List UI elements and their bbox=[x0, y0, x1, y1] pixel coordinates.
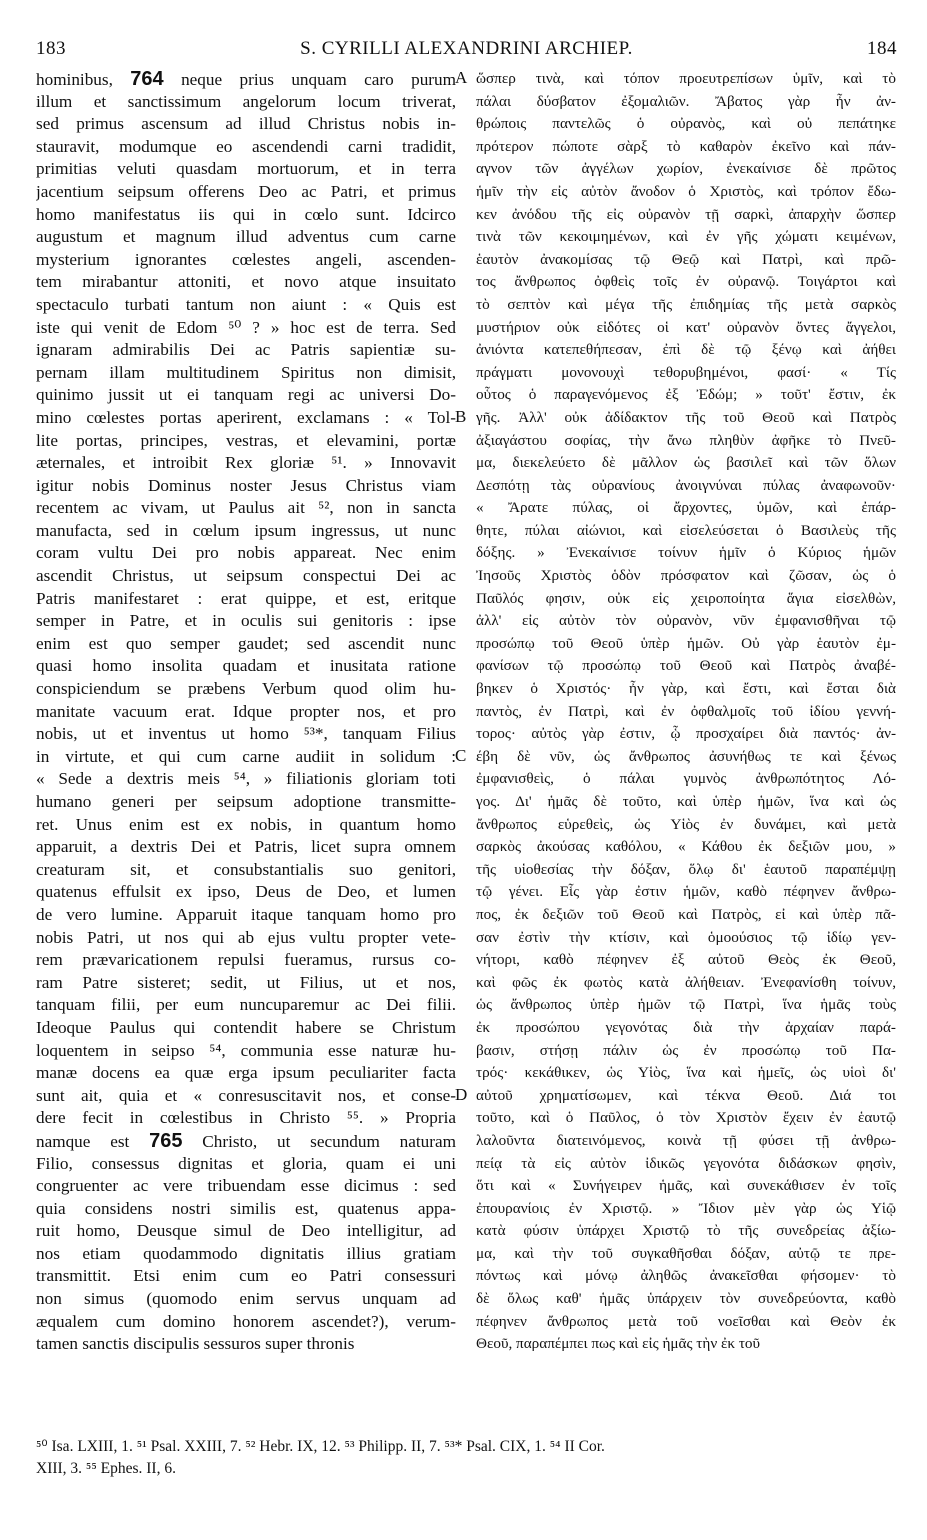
latin-text-line: apparuit, a dextris Dei et Patris, licet supra omnem bbox=[36, 837, 456, 857]
latin-text-line: namque est 765 Christo, ut secundum naturam bbox=[36, 1129, 456, 1152]
greek-text-line: θητε, πύλαι αἰώνιοι, καὶ εἰσελεύσεται ὁ Βασιλεὺς τῆς bbox=[476, 521, 896, 539]
latin-text-line: enim est quo semper gaudet; sed ascendit nunc bbox=[36, 633, 456, 653]
latin-text-line: lite portas, principes, vestras, et elevamini, portæ bbox=[36, 430, 456, 450]
greek-text-line: μα, διεκελεύετο δὲ μᾶλλον ὡς βασιλεῖ καὶ τῶν ὅλων bbox=[476, 454, 896, 472]
greek-text-line: Ἰησοῦς Χριστὸς ὁδὸν πρόσφατον καὶ ζῶσαν, ὡς ὁ bbox=[476, 567, 896, 585]
greek-text-line: νήτορι, καθὸ πέφηνεν ἐξ αὐτοῦ Θεὸς ἐκ Θεοῦ, bbox=[476, 951, 896, 969]
running-header bbox=[36, 38, 897, 62]
latin-text-line: sunt ait, quia et « conresuscitavit nos, et conse- bbox=[36, 1085, 456, 1105]
greek-text-line: ἐμφανισθεὶς, ὁ πάλαι γυμνὸς ἀνθρωπότητος Λό- bbox=[476, 770, 896, 788]
greek-text-line: πείᾳ τὰ εἰς αὐτὸν ἰδικῶς γεγονότα διδάσκων φησὶν, bbox=[476, 1154, 896, 1172]
greek-text-line: δόξης. » Ἐνεκαίνισε τοίνυν ἡμῖν ὁ Κύριος ἡμῶν bbox=[476, 544, 896, 562]
greek-text-line: παντὸς, ἐν Πατρὶ, καὶ ἐν ὀφθαλμοῖς τοῦ ἰδίου γεννή- bbox=[476, 702, 896, 720]
greek-text-line: σαρκὸς ἀκούσας καθόλου, « Κάθου ἐκ δεξιῶν μου, » bbox=[476, 838, 896, 856]
greek-text-line: ἑαυτὸν ἀνακομίσας τῷ Θεῷ καὶ Πατρὶ, καὶ πρῶ- bbox=[476, 250, 896, 268]
greek-text-line: τῆς υἱοθεσίας τὴν δόξαν, ὅλῳ δι' ἑαυτοῦ παραπέμψῃ bbox=[476, 860, 896, 878]
greek-text-line: κεν ἀνόδου τῆς εἰς οὐρανὸν τῇ σαρκὶ, ἀπαρχὴν ὥσπερ bbox=[476, 205, 896, 223]
column-marker-d: D bbox=[455, 1085, 468, 1104]
greek-text-line: λαλοῦντα διατεινόμενος, κοινὰ τῇ φύσει τῇ ἀνθρω- bbox=[476, 1131, 896, 1149]
column-marker-a: A bbox=[455, 68, 468, 87]
latin-text-line: quasi homo insolita quadam et inusitata ratione bbox=[36, 656, 456, 676]
greek-text-line: κατὰ φύσιν ὑπάρχει Χριστῷ τὸ τῆς συνεδρείας ἀξίω- bbox=[476, 1222, 896, 1240]
left-page-number: 183 bbox=[36, 38, 66, 59]
latin-text-line: illum et sanctissimum angelorum locum triverat, bbox=[36, 91, 456, 111]
latin-text-line: nobis, ut et inventus ut homo ⁵³*, tanquam Filius bbox=[36, 724, 456, 744]
greek-text-line: πράγματι μονονουχὶ τεθορυβημένοι, φασί· « Τίς bbox=[476, 363, 896, 381]
latin-text-line: augustum et magnum illud adventus cum carne bbox=[36, 227, 456, 247]
greek-text-line: ὡς ἄνθρωπος ὑπὲρ ἡμῶν τῷ Πατρὶ, ἵνα ἡμᾶς τοὺς bbox=[476, 996, 896, 1014]
greek-text-line: οὗτος ὁ παραγενόμενος ἐξ Ἐδώμ; » τοῦτ' ἔστιν, ἐκ bbox=[476, 386, 896, 404]
right-page-number: 184 bbox=[867, 38, 897, 59]
latin-text-line: tamen sanctis discipulis sessuros super thronis bbox=[36, 1334, 355, 1354]
greek-text-line: Θεοῦ, παραπέμπει πως καὶ εἰς ἡμᾶς τὴν ἐκ τοῦ bbox=[476, 1335, 761, 1353]
latin-text-line: congruenter ac vere tribuendam esse dicimus : sed bbox=[36, 1176, 456, 1196]
greek-text-line: τῷ γένει. Εἷς γὰρ ἐστιν ἡμῶν, καθὸ πέφηνεν ἄνθρω- bbox=[476, 883, 896, 901]
latin-text-line: creaturam sit, et consubstantialis suo genitori, bbox=[36, 859, 456, 879]
greek-text-line: Παῦλός φησιν, οὐκ εἰς χειροποίητα ἅγια εἰσελθὼν, bbox=[476, 589, 896, 607]
running-title: S. CYRILLI ALEXANDRINI ARCHIEP. bbox=[300, 38, 633, 59]
latin-text-line: non simus (quomodo enim servus unquam ad bbox=[36, 1289, 456, 1309]
latin-text-line: conspiciendum se præbens Verbum quod olim hu- bbox=[36, 679, 456, 699]
latin-text-line: sed primus ascensum ad illud Christus nobis in- bbox=[36, 114, 456, 134]
column-marker-b: B bbox=[455, 407, 467, 426]
greek-text-line: τος ἄνθρωπος ὀφθεὶς τοῖς ἐν οὐρανῷ. Τοιγάρτοι καὶ bbox=[476, 273, 896, 291]
latin-text-line: primitias veluti quasdam mortuorum, et in terra bbox=[36, 159, 456, 179]
greek-text-line: ἀξιαγάστου σοφίας, τὴν ἄνω πληθὺν ἀφῆκε τὸ Πνεῦ- bbox=[476, 431, 896, 449]
greek-text-line: αγνον τῶν ἀγγέλων χωρίον, ἐνεκαίνισε δὲ πρῶτος bbox=[476, 160, 896, 178]
latin-text-line: mysterium ignorantes cœlestes angeli, ascenden- bbox=[36, 249, 456, 269]
footnote-line: XIII, 3. ⁵⁵ Ephes. II, 6. bbox=[36, 1460, 176, 1477]
latin-text-line: nobis Patri, ut nos qui ab ejus vultu propter vete- bbox=[36, 927, 456, 947]
greek-text-line: τοῦτο, καὶ ὁ Παῦλος, ὁ τὸν Χριστὸν ἔχειν ἐν ἑαυτῷ bbox=[476, 1109, 896, 1127]
greek-text-line: ἡμῖν τὴν εἰς αὐτὸν ἄνοδον ὁ Χριστὸς, καὶ τρόπον ἔδω- bbox=[476, 182, 896, 200]
latin-text-line: hominibus, 764 neque prius unquam caro purum bbox=[36, 68, 456, 90]
original-page-number: 764 bbox=[130, 68, 164, 90]
greek-text-line: καὶ φῶς ἐκ φωτὸς κατὰ ἀλήθειαν. Ἐνεφανίσθη τοίνυν, bbox=[476, 973, 896, 991]
latin-text-line: rem prævaricationem repulsi fueramus, rursus co- bbox=[36, 950, 456, 970]
greek-text-line: πάλαι δύσβατον ἐξομαλιῶν. Ἄβατος γὰρ ἦν ἀν- bbox=[476, 92, 896, 110]
greek-text-line: αὐτοῦ χρηματίσωμεν, καὶ τέκνα Θεοῦ. Διά τοι bbox=[476, 1086, 896, 1104]
latin-text-line: tem mirabantur attoniti, et novo atque insuitato bbox=[36, 272, 456, 292]
latin-text-line: manæ docens ea quæ erga ipsum peculiariter facta bbox=[36, 1063, 456, 1083]
latin-text-line: ruit homo, Deusque simul de Deo intelligitur, ad bbox=[36, 1221, 456, 1241]
footnote-line: ⁵⁰ Isa. LXIII, 1. ⁵¹ Psal. XXIII, 7. ⁵² Hebr. IX, 12. ⁵³ Philipp. II, 7. ⁵³* Psal. CIX, 1. ⁵⁴ II Cor. bbox=[36, 1438, 605, 1455]
latin-text-line: Filio, consessus dignitas et gloria, quam ei uni bbox=[36, 1153, 456, 1173]
original-page-number: 765 bbox=[149, 1129, 183, 1152]
latin-text-line: quatenus effulsit ex ipso, Deus de Deo, et lumen bbox=[36, 882, 456, 902]
latin-text-line: manufacta, sed in cœlum ipsum ingressus, ut nunc bbox=[36, 520, 456, 540]
latin-text-line: homo manifestatus iis qui in cœlo sunt. Idcirco bbox=[36, 204, 456, 224]
latin-text-line: jacentium seipsum offerens Deo ac Patri, et primus bbox=[36, 181, 456, 201]
greek-text-line: σαν ἐστὶν τὴν κτίσιν, καὶ ὁμοούσιος τῷ ἰδίῳ γεν- bbox=[476, 928, 896, 946]
latin-text-line: pernam illam multitudinem Spiritus non dimisit, bbox=[36, 362, 456, 382]
latin-text-line: recentem ac vivam, ut Paulus ait ⁵², non in sancta bbox=[36, 498, 456, 518]
latin-text-line: semper in Patre, et in oculis sui genitoris : ipse bbox=[36, 611, 456, 631]
greek-text-line: πρότερον πώποτε σὰρξ τὸ καθαρὸν ἐκεῖνο καὶ πάν- bbox=[476, 137, 896, 155]
latin-text-line: æternales, et introibit Rex gloriæ ⁵¹. » Innovavit bbox=[36, 453, 456, 473]
latin-text-line: loquentem in seipso ⁵⁴, communia esse naturæ hu- bbox=[36, 1040, 456, 1060]
latin-text-line: mino cœlestes portas aperirent, exclamans : « Tol- bbox=[36, 407, 456, 427]
greek-text-line: πέφηνεν ἄνθρωπος μετὰ τοῦ νοεῖσθαι καὶ Θεὸν ἐκ bbox=[476, 1312, 896, 1330]
greek-text-line: πος, ἐκ δεξιῶν τοῦ Θεοῦ καὶ Πατρὸς, εἰ καὶ ὑπὲρ πᾶ- bbox=[476, 905, 896, 923]
latin-text-line: transmittit. Etsi enim cum eo Patri consessuri bbox=[36, 1266, 456, 1286]
latin-text-line: æqualem cum domino honorem ascendet?), verum- bbox=[36, 1311, 456, 1331]
greek-column bbox=[476, 68, 896, 1356]
greek-text-line: γῆς. Ἀλλ' οὐκ ἀδίδακτον τῆς τοῦ Θεοῦ καὶ Πατρὸς bbox=[476, 408, 896, 426]
greek-text-line: φανίσων τῷ προσώπῳ τοῦ Θεοῦ καὶ Πατρὸς ἀναβέ- bbox=[476, 657, 896, 675]
latin-text-line: quia considens nostri similis est, quatenus appa- bbox=[36, 1198, 456, 1218]
greek-text-line: ὅτι καὶ « Συνήγειρεν ἡμᾶς, καὶ συνεκάθισεν ἐν τοῖς bbox=[476, 1177, 896, 1195]
latin-text-line: in virtute, et qui cum carne audiit in solidum : bbox=[36, 746, 456, 766]
latin-text-line: ascendit Christus, ut seipsum conspectui Dei ac bbox=[36, 566, 456, 586]
latin-text-line: ret. Unus enim est ex nobis, in quantum homo bbox=[36, 814, 456, 834]
latin-text-line: manitate vacuum erat. Idque propter nos, et pro bbox=[36, 701, 456, 721]
greek-text-line: ἀλλ' εἰς αὐτὸν τὸν οὐρανὸν, νῦν ἐμφανισθῆναι τῷ bbox=[476, 612, 896, 630]
greek-text-line: πόντως καὶ μόνῳ ἀληθῶς ἀνακεῖσθαι φήσομεν· τὸ bbox=[476, 1267, 896, 1285]
greek-text-line: ὥσπερ τινὰ, καὶ τόπον προευτρεπίσων ὑμῖν, καὶ τὸ bbox=[476, 70, 896, 87]
latin-text-line: nos etiam quodammodo dignitatis illius gratiam bbox=[36, 1243, 456, 1263]
greek-text-line: θρώποις παντελῶς ὁ οὐρανὸς, καὶ οὐ πεπάτηκε bbox=[476, 115, 896, 133]
latin-text-line: coram vultu Dei pro nobis appareat. Nec enim bbox=[36, 543, 456, 563]
greek-text-line: δὲ ὅλως καθ' ἡμᾶς ὑπάρχειν τὸν συνεδρεύοντα, καθὸ bbox=[476, 1290, 896, 1308]
latin-column bbox=[36, 68, 456, 1356]
latin-text-line: Ideoque Paulus qui contendit habere se Christum bbox=[36, 1017, 456, 1037]
greek-text-line: τινὰ τῶν κεκοιμημένων, καὶ ἐν γῆς χώματι κειμένων, bbox=[476, 228, 896, 246]
latin-text-line: spectaculo turbati tantum non aiunt : « Quis est bbox=[36, 294, 456, 314]
latin-text-line: stauravit, modumque eo ascendendi carni tradidit, bbox=[36, 136, 456, 156]
greek-text-line: ἄνθρωπος εὑρεθεὶς, ὡς Υἱὸς ἐν δυνάμει, καὶ μετὰ bbox=[476, 815, 896, 833]
greek-text-line: ἐκ προσώπου γεγονότας διὰ τὴν ἀρχαίαν παρά- bbox=[476, 1018, 896, 1036]
greek-text-line: Δεσπότῃ τὰς οὐρανίους ἀνοιγνύναι πύλας ἀναφωνοῦν· bbox=[476, 476, 896, 494]
greek-text-line: τορος· αὐτὸς γὰρ ἐστιν, ᾧ προσχαίρει διὰ παντός· ἀν- bbox=[476, 725, 896, 743]
greek-text-line: ἀνιόντα κατεπεθήπεσαν, ἐπὶ δὲ τῷ ξένῳ καὶ ἀήθει bbox=[476, 341, 896, 359]
greek-text-line: μα, καὶ τὴν τοῦ συγκαθῆσθαι δόξαν, αὐτῷ τε πρε- bbox=[476, 1244, 896, 1262]
latin-text-line: ignaram admirabilis Dei ac Patris sapientiæ su- bbox=[36, 340, 456, 360]
greek-text-line: βασιν, στήσῃ πάλιν ὡς ἐν προσώπῳ τοῦ Πα- bbox=[476, 1041, 896, 1059]
greek-text-line: έβη δὲ νῦν, ὡς ἄνθρωπος ἀσυνήθως τε καὶ ξένως bbox=[476, 747, 896, 765]
greek-text-line: « Ἄρατε πύλας, οἱ ἄρχοντες, ὑμῶν, καὶ ἐπάρ- bbox=[476, 499, 896, 517]
greek-text-line: προσώπῳ τοῦ Θεοῦ ὑπὲρ ἡμῶν. Οὐ γὰρ ἑαυτὸν ἐμ- bbox=[476, 634, 896, 652]
greek-text-line: γος. Δι' ἡμᾶς δὲ τοῦτο, καὶ ὑπὲρ ἡμῶν, ἵνα καὶ ὡς bbox=[476, 793, 896, 810]
latin-text-line: tanquam filii, per eum nuncuparemur ac Dei filii. bbox=[36, 995, 456, 1015]
latin-text-line: igitur nobis Dominus noster Jesus Christus viam bbox=[36, 475, 456, 495]
latin-text-line: quinimo jussit ut ei tanquam regi ac universi Do- bbox=[36, 385, 456, 405]
latin-text-line: de vero lumine. Apparuit itaque tanquam homo pro bbox=[36, 904, 456, 924]
greek-text-line: τὸ σεπτὸν καὶ μέγα τῆς ἐπιδημίας τῆς μετὰ σαρκὸς bbox=[476, 295, 896, 313]
greek-text-line: μυστήριον οὐκ εἰδότες οἱ κατ' οὐρανὸν ὄντες ἄγγελοι, bbox=[476, 318, 896, 336]
greek-text-line: βηκεν ὁ Χριστός· ἦν γὰρ, καὶ ἔστι, καὶ ἔσται διὰ bbox=[476, 680, 896, 698]
latin-text-line: ram Patre sisteret; sedit, ut Filius, ut et nos, bbox=[36, 972, 456, 992]
footnotes bbox=[36, 1436, 896, 1480]
greek-text-line: ἐπουρανίοις ἐν Χριστῷ. » Ἴδιον μὲν γὰρ ὡς Υἱῷ bbox=[476, 1199, 896, 1217]
column-marker-c: C bbox=[455, 746, 467, 765]
latin-text-line: « Sede a dextris meis ⁵⁴, » filiationis gloriam toti bbox=[36, 769, 456, 789]
greek-text-line: τρός· κεκάθικεν, ὡς Υἱὸς, ἵνα καὶ ἡμεῖς, ὡς υἱοὶ δι' bbox=[476, 1064, 896, 1082]
latin-text-line: dere fecit in cœlestibus in Christo ⁵⁵. » Propria bbox=[36, 1108, 456, 1128]
latin-text-line: iste qui venit de Edom ⁵⁰ ? » hoc est de terra. Sed bbox=[36, 317, 456, 337]
latin-text-line: humano generi per seipsum adoptione transmitte- bbox=[36, 792, 456, 811]
latin-text-line: Patris manifestaret : erat quippe, et est, eritque bbox=[36, 588, 456, 608]
